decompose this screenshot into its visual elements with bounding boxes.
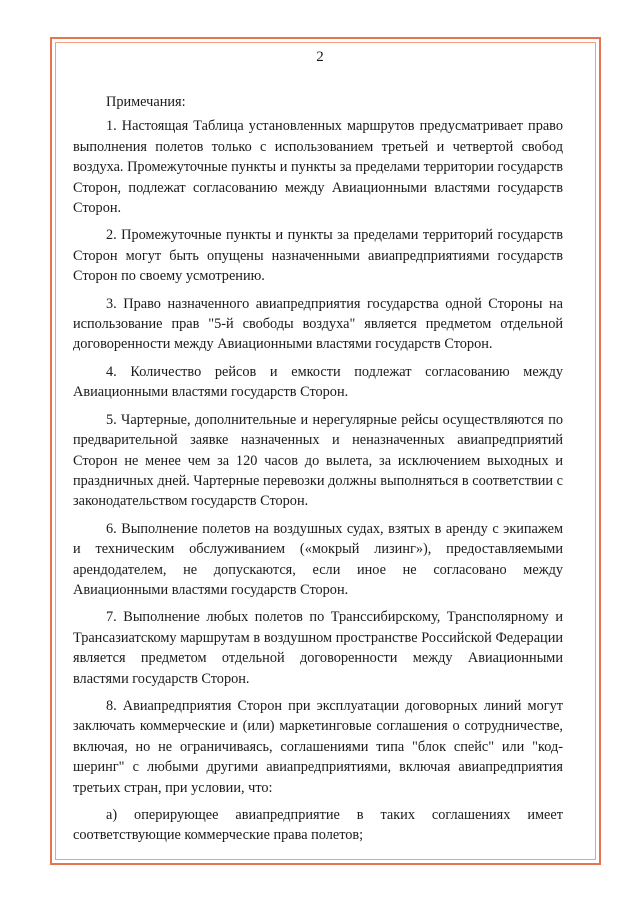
note-6: 6. Выполнение полетов на воздушных судах, взятых в аренду с экипажем и техническим обслуживанием («мокрый лизинг»), предоставляемыми арендодателем, не допускаются, если иное не согласовано между Авиационными властями государств Сторон. bbox=[73, 520, 563, 598]
note-2: 2. Промежуточные пункты и пункты за пределами территорий государств Сторон могут быть опущены назначенными авиапредприятиями государств Сторон по своему усмотрению. bbox=[73, 227, 563, 285]
note-5: 5. Чартерные, дополнительные и нерегулярные рейсы осуществляются по предварительной заявке назначенных и неназначенных авиапредприятий Сторон не менее чем за 120 часов до вылета, за исключением выходных и праздничных дней. Чартерные перевозки должны выполняться в соответствии с законодательством государств Сторон. bbox=[73, 411, 563, 510]
note-8-item-a: а) оперирующее авиапредприятие в таких соглашениях имеет соответствующие коммерческие права полетов; bbox=[73, 807, 563, 844]
note-3: 3. Право назначенного авиапредприятия государства одной Стороны на использование прав "5-й свободы воздуха" является предметом отдельной договоренности между Авиационными властями государств Сторон. bbox=[73, 295, 563, 353]
note-8: 8. Авиапредприятия Сторон при эксплуатации договорных линий могут заключать коммерческие и (или) маркетинговые соглашения о сотрудничестве, включая, но не ограничиваясь, соглашениями типа "блок спейс" или "код-шеринг" с любыми другими авиапредприятиями, включая авиапредприятия третьих стран, при условии, что: bbox=[73, 697, 563, 796]
note-4: 4. Количество рейсов и емкости подлежат согласованию между Авиационными властями государств Сторон. bbox=[73, 363, 563, 401]
page-number: 2 bbox=[316, 49, 324, 65]
document-body bbox=[73, 92, 563, 853]
notes-heading: Примечания: bbox=[106, 94, 186, 110]
note-1: 1. Настоящая Таблица установленных маршрутов предусматривает право выполнения полетов только с использованием третьей и четвертой свобод воздуха. Промежуточные пункты и пункты за пределами территории государств Сторон, подлежат согласованию между Авиационными властями государств Сторон. bbox=[73, 118, 563, 217]
note-7: 7. Выполнение любых полетов по Транссибирскому, Трансполярному и Трансазиатскому маршрутам в воздушном пространстве Российской Федерации является предметом отдельной договоренности между Авиационными властями государств Сторон. bbox=[73, 609, 563, 687]
